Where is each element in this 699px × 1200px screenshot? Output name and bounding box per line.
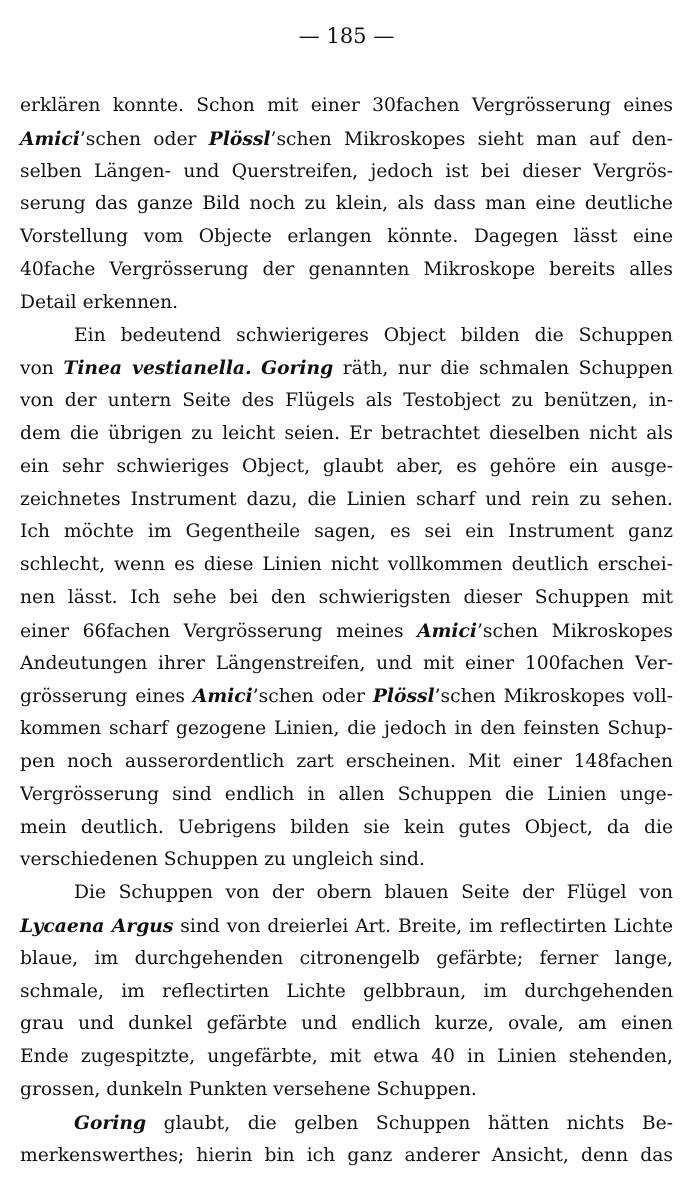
italic-term: Amici bbox=[20, 127, 80, 150]
page-number: — 185 — bbox=[298, 24, 395, 48]
text-line bbox=[20, 680, 673, 713]
text-line bbox=[20, 582, 673, 615]
text-segment: blaue, im durchgehenden citronengelb gefärbte; ferner lange, bbox=[20, 947, 673, 969]
text-segment: Vorstellung vom Objecte erlangen könnte. Dagegen lässt eine bbox=[20, 226, 674, 248]
text-segment: grossen, dunkeln Punkten versehene Schuppen. bbox=[20, 1078, 477, 1100]
text-segment: kommen scharf gezogene Linien, die jedoch in den feinsten Schup- bbox=[20, 718, 673, 740]
text-line bbox=[20, 615, 673, 648]
text-line bbox=[20, 746, 673, 779]
text-segment bbox=[252, 358, 262, 379]
text-segment: nen lässt. Ich sehe bei den schwierigsten dieser Schuppen mit bbox=[20, 586, 674, 608]
text-segment: sind von dreierlei Art. Breite, im reflectirten Lichte bbox=[173, 915, 674, 937]
text-segment: Ein bedeutend schwierigeres Object bilden die Schuppen bbox=[74, 324, 673, 346]
text-segment: zeichnetes Instrument dazu, die Linien scharf und rein zu sehen. bbox=[20, 488, 673, 510]
text-segment: Andeutungen ihrer Längenstreifen, und mit einer 100fachen Ver- bbox=[20, 652, 674, 674]
text-line bbox=[20, 779, 673, 812]
text-segment: pen noch ausserordentlich zart erscheinen. Mit einer 148fachen bbox=[20, 750, 673, 772]
text-segment: schlecht, wenn es diese Linien nicht vollkommen deutlich erschei- bbox=[20, 554, 674, 576]
text-segment: serung das ganze Bild noch zu klein, als dass man eine deutliche bbox=[20, 193, 673, 215]
text-segment: Detail erkennen. bbox=[20, 291, 179, 313]
italic-term: Lycaena Argus bbox=[20, 914, 174, 937]
text-segment: ’schen Mikroskopes sieht man auf den- bbox=[270, 128, 673, 150]
text-segment: mein deutlich. Uebrigens bilden sie kein gutes Object, da die bbox=[20, 816, 674, 838]
text-line bbox=[20, 1041, 673, 1074]
text-line bbox=[20, 648, 673, 681]
text-line bbox=[20, 1140, 673, 1173]
text-line bbox=[20, 418, 673, 451]
text-line bbox=[20, 451, 673, 484]
text-line bbox=[20, 254, 673, 287]
text-segment: verschiedenen Schuppen zu ungleich sind. bbox=[20, 849, 425, 871]
text-line bbox=[20, 1008, 673, 1041]
text-segment: dem die übrigen zu leicht seien. Er betrachtet dieselben nicht als bbox=[20, 422, 673, 444]
text-line bbox=[20, 123, 673, 156]
italic-term: Amici bbox=[192, 685, 253, 708]
text-segment: Die Schuppen von der obern blauen Seite der Flügel von bbox=[74, 882, 674, 904]
text-segment: Ich möchte im Gegentheile sagen, es sei ein Instrument ganz bbox=[20, 521, 673, 543]
italic-term: Plössl bbox=[372, 685, 435, 708]
text-line bbox=[20, 812, 673, 845]
text-segment: Vergrösserung sind endlich in allen Schuppen die Linien unge- bbox=[20, 783, 673, 805]
text-segment: ’schen oder bbox=[252, 686, 373, 708]
text-segment: von bbox=[20, 358, 64, 380]
italic-term: Tinea vestianella. bbox=[63, 357, 252, 380]
italic-term: Goring bbox=[261, 357, 334, 380]
text-line bbox=[20, 1107, 673, 1140]
text-segment: räth, nur die schmalen Schuppen bbox=[333, 358, 673, 380]
text-segment: grösserung eines bbox=[20, 686, 193, 708]
text-line bbox=[20, 484, 673, 517]
text-line bbox=[20, 90, 673, 123]
body-text bbox=[20, 90, 673, 1172]
text-segment: merkenswerthes; hierin bin ich ganz anderer Ansicht, denn das bbox=[20, 1144, 673, 1166]
text-line bbox=[20, 188, 673, 221]
text-segment: ein sehr schwieriges Object, glaubt aber, es gehöre ein ausge- bbox=[20, 455, 674, 477]
text-line bbox=[20, 713, 673, 746]
text-segment: glaubt, die gelben Schuppen hätten nichts Be- bbox=[146, 1112, 673, 1134]
text-segment: schmale, im reflectirten Lichte gelbbraun, im durchgehenden bbox=[20, 980, 673, 1002]
text-line bbox=[20, 156, 673, 189]
text-segment: Ende zugespitzte, ungefärbte, mit etwa 40 in Linien stehenden, bbox=[20, 1046, 673, 1068]
text-line bbox=[20, 221, 673, 254]
text-line bbox=[20, 943, 673, 976]
text-line bbox=[20, 844, 673, 877]
text-line bbox=[20, 976, 673, 1009]
text-line bbox=[20, 549, 673, 582]
italic-term: Plössl bbox=[208, 127, 271, 150]
text-segment: ’schen Mikroskopes voll- bbox=[434, 686, 673, 708]
text-segment: von der untern Seite des Flügels als Testobject zu benützen, in- bbox=[20, 390, 674, 412]
text-segment: ’schen oder bbox=[79, 128, 209, 150]
text-line bbox=[20, 385, 673, 418]
text-line bbox=[20, 320, 673, 353]
text-line bbox=[20, 1074, 673, 1107]
text-segment: 40fache Vergrösserung der genannten Mikroskope bereits alles bbox=[20, 258, 673, 280]
text-line bbox=[20, 287, 673, 320]
text-line bbox=[20, 877, 673, 910]
text-line bbox=[20, 516, 673, 549]
text-segment: ’schen Mikroskopes bbox=[476, 620, 674, 642]
text-line bbox=[20, 910, 673, 943]
text-segment: grau und dunkel gefärbte und endlich kurze, ovale, am einen bbox=[20, 1013, 673, 1035]
text-line bbox=[20, 352, 673, 385]
italic-term: Amici bbox=[417, 619, 477, 642]
italic-term: Goring bbox=[74, 1111, 147, 1134]
text-segment: einer 66fachen Vergrösserung meines bbox=[20, 620, 418, 642]
text-segment: erklären konnte. Schon mit einer 30fachen Vergrösserung eines bbox=[20, 95, 673, 116]
text-segment: selben Längen- und Querstreifen, jedoch ist bei dieser Vergrös- bbox=[20, 160, 673, 182]
